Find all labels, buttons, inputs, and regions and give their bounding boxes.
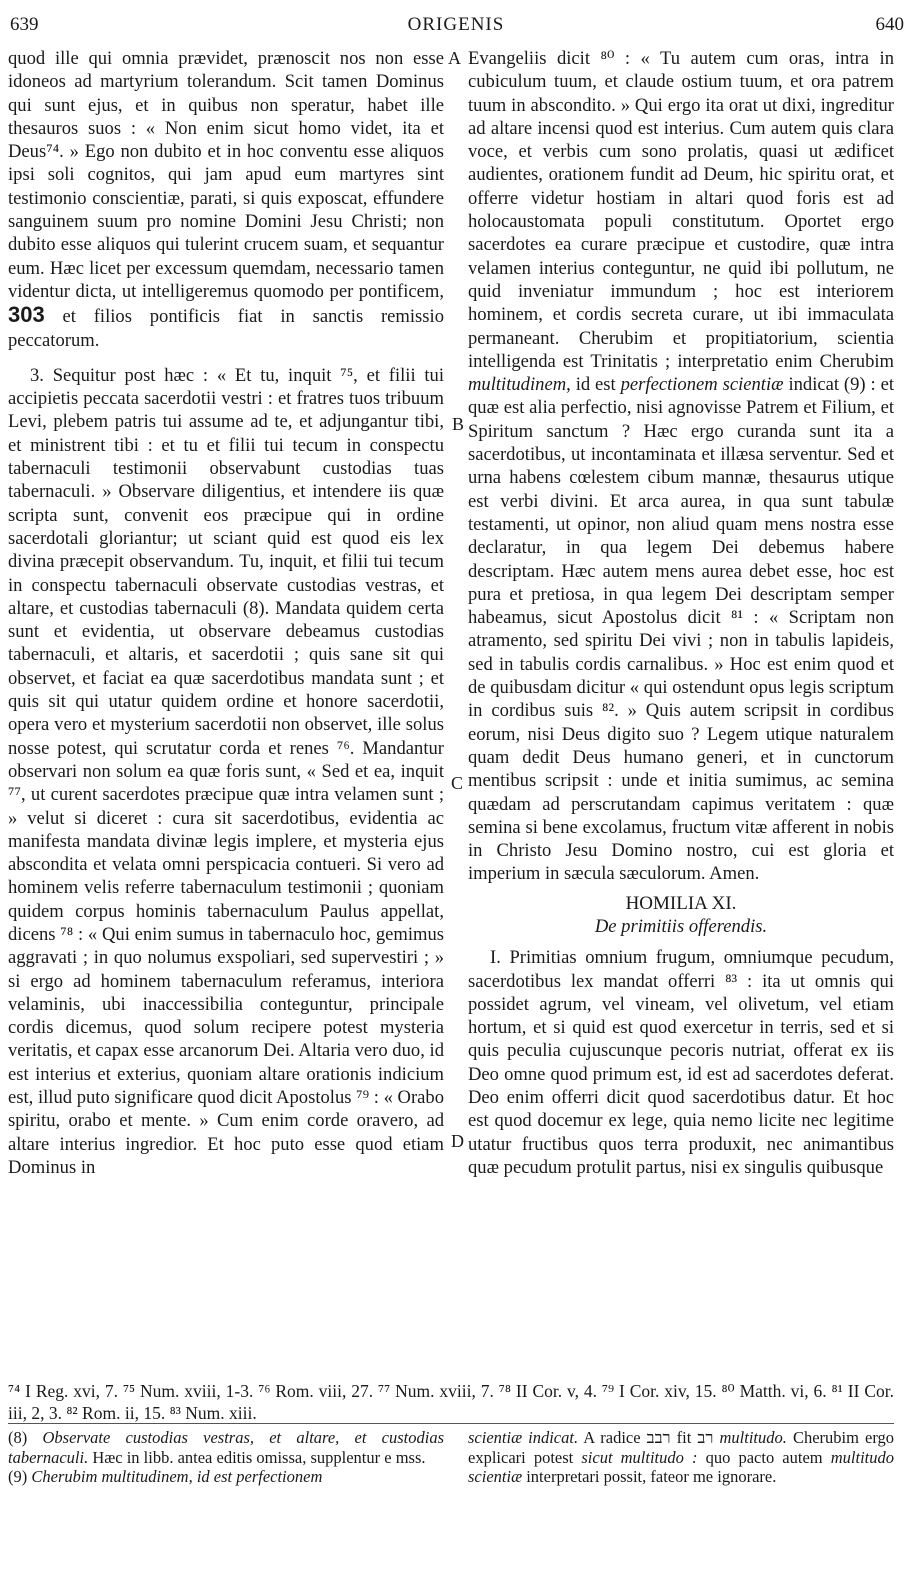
footnote-9-label: (9) <box>8 1467 28 1486</box>
paragraph-1-text-a: quod ille qui omnia prævidet, prænoscit nos non esse idoneos ad martyrium tolerandum. Scit tamen Dominus qui sunt ejus, et in quibus non speratur, habet ille thesauros suos : « Non enim sicut homo videt, ita et Deus⁷⁴. » Ego non dubito et in hoc conventu esse aliquos ipsi soli cognitos, qui jam apud eum martyres sint testimonio conscientiæ, parati, si quis exposcat, effundere sanguinem suum pro nomine Domini Jesu Christi; non dubito esse aliquos qui tulerint crucem suam, et sequantur eum. Hæc licet per excessum quemdam, necessario tamen videntur dicta, ut intelligeremus quomodo per pontificem, <box>8 48 444 302</box>
margin-marker-c: C <box>451 773 464 793</box>
footnote-8 <box>8 1428 444 1467</box>
margin-marker-d: D <box>451 1131 464 1151</box>
margin-marker-b: B <box>452 414 465 434</box>
footnote-rule <box>8 1423 894 1424</box>
running-title: ORIGENIS <box>407 14 505 35</box>
right-paragraph-1-text-b: indicat (9) : et quæ est alia perfectio, nisi agnovisse Patrem et Filium, et Spiritum sanctum ? Hæc ergo curanda sunt ita a sacerdotibus, ut incontaminata et illæsa serventur. Sed et urna habens cœlestem cibum mannæ, thesaurus utique est verbi divini. Et arca aurea, in qua sunt tabulæ testamenti, ut opinor, non aliud quam mens nostra esse declaratur, in qua legem Dei debemus habere descriptam. Hæc autem mens aurea debet esse, hoc est pura et pretiosa, in qua legem Dei descriptam semper habeamus, sicut Apostolus dicit ⁸¹ : « Scriptam non atramento, sed spiritu Dei vivi ; non in tabulis lapideis, sed in tabulis cordis carnalibus. » Hoc est enim quod et de quibusdam dicitur « qui ostendunt opus legis scriptum in cordibus suis ⁸². » Quis autem scripsit in cordibus eorum, nisi Deus digito suo ? Legem utique naturalem quam dedit Deus humano generi, et in cunctorum mentibus scripsit : unde et initia sumimus, ac semina quædam ad perscrutandam capimus veritatem : quæ semina si bene excolamus, fructum vitæ afferent in nobis in Christo Jesu Domino nostro, cui est gloria et imperium in sæcula sæculorum. Amen. <box>468 374 894 885</box>
footnote-9-continued <box>468 1428 894 1487</box>
fn-text-4: interpretari possit, fateor me ignorare. <box>526 1467 777 1486</box>
italic-term-2: perfectionem scientiæ <box>620 374 784 396</box>
fn-text-1: A radice רבב fit רב <box>583 1428 714 1447</box>
paragraph-1 <box>8 47 444 352</box>
fn-italic-4: multitudo scientiæ <box>468 1447 894 1486</box>
paragraph-1-text-b: et filios pontificis fiat in sanctis remissio peccatorum. <box>8 306 444 351</box>
footnotes-left <box>8 1428 444 1487</box>
footnote-8-label: (8) <box>8 1428 28 1447</box>
fn-text-2: Cherubim ergo explicari potest <box>468 1428 895 1467</box>
footnote-9 <box>8 1467 444 1487</box>
footnotes-right <box>468 1428 894 1487</box>
italic-term-1: multitudinem <box>468 374 567 396</box>
scripture-references: ⁷⁴ I Reg. xvi, 7. ⁷⁵ Num. xviii, 1-3. ⁷⁶ Rom. viii, 27. ⁷⁷ Num. xviii, 7. ⁷⁸ II Cor. v, 4. ⁷⁹ I Cor. xiv, 15. ⁸⁰ Matth. vi, 6. ⁸¹ II Cor. iii, 2, 3. ⁸² Rom. ii, 15. ⁸³ Num. xiii. <box>8 1381 894 1423</box>
homily-subtitle: De primitiis offerendis. <box>594 915 768 937</box>
footnote-8-text: Hæc in libb. antea editis omissa, supplentur e mss. <box>92 1447 426 1467</box>
right-paragraph-2: I. Primitias omnium frugum, omniumque pecudum, sacerdotibus lex mandat offerri ⁸³ : ita ut omnis qui possidet agrum, vel vineam, vel olivetum, vel etiam hortum, et si quid est quod exercetur in terris, sed et si quis peculia cujuscunque pecoris nutriat, offerat ex iis Deo omne quod primum est, id est ad sacerdotes deferat. Deo enim offerri dicit quod sacerdotibus datur. Et hoc est quod docemur ex lege, quia nemo licite nec legitime utatur fructibus quos terra produxit, nec animantibus quæ pecudum protulit partus, nisi ex singulis quibusque <box>468 947 894 1178</box>
fn-italic-3: sicut multitudo : <box>581 1447 698 1467</box>
right-paragraph-1-text: Evangeliis dicit ⁸⁰ : « Tu autem cum oras, intra in cubiculum tuum, et claude ostium tuum, et ora patrem tuum in abscondito. » Qui ergo ita orat ut dixi, ingreditur ad altare incensi quod est interius. Cum autem quis clara voce, et verbis cum sono prolatis, quasi ut ædificet audientes, orationem fundit ad Deum, hic spiritu orat, et offerre videtur hostiam in altari quod foris est ad holocaustomata populi constitutum. Oportet ergo sacerdotes ea curare præcipue et custodire, quæ intra velamen interius conteguntur, ne quid ibi pollutum, ne quid inveniatur immundum ; hoc est interiorem hominem, et cordis secreta curare, ut ibi immaculata permaneant. Cherubim et propitiatorium, scientia intelligenda est Trinitatis ; interpretatio enim Cherubim <box>468 48 894 372</box>
margin-marker-a: A <box>448 48 461 68</box>
fn-italic-1: scientiæ indicat. <box>468 1428 579 1447</box>
paragraph-2: 3. Sequitur post hæc : « Et tu, inquit ⁷⁵, et filii tui accipietis peccata sacerdotii vestri : et fratres tuos tribuum Levi, plebem patris tui assume ad te, et adjungantur tibi, et ministrent tibi : et tu et filii tui tecum in conspectu tabernaculi testimonii observabunt custodias tuas tabernaculi. » Observare diligentius, et intendere iis quæ scripta sunt, convenit eos præcipue qui in ordine sacerdotali gloriantur; ut sciant quid est quod eis lex divina præcepit observandum. Tu, inquit, et filii tui tecum in conspectu tabernaculi observate custodias vestras, et altare, et custodias tabernaculi (8). Mandata quidem certa sunt et evidentia, ut observare debeamus custodias tabernaculi, et altaris, et sacerdotii ; quis sane sit qui observet, et faciat ea quæ sacerdotibus mandata sunt ; et quis sit qui utatur quidem ordine et honore sacerdotii, opera vero et mysterium sacerdotii non observet, ille solus nosse potest, qui scrutatur corda et renes ⁷⁶. Mandantur observari non solum ea quæ foris sunt, « Sed et ea, inquit ⁷⁷, ut curent sacerdotes præcipue quæ intra velamen sunt ; » velut si diceret : cura sit sacerdotibus, evidentia ac manifesta mandata divinæ legis implere, et mysteria ejus abscondita et velata omni perspicacia contueri. Si vero ad hominem velis referre tabernaculum testimonii ; quoniam quidem corpus hominis tabernaculum Paulus appellat, dicens ⁷⁸ : « Qui enim sumus in tabernaculo hoc, gemimus aggravati ; in quo nolumus exspoliari, sed supervestiri ; » si ergo ad hominem tabernaculum referamus, interiora velaminis, ubi inaccessibilia conteguntur, principale cordis dicemus, quod solum recipere potest mysteria veritatis, et capax esse arcanorum Dei. Altaria vero duo, id est interius et exterius, quoniam altare orationis indicium est, illud puto significare quod dicit Apostolus ⁷⁹ : « Orabo spiritu, orabo et mente. » Cum enim corde oravero, ad altare interius ingredior. Et hoc puto esse quod etiam Dominus in <box>8 364 444 1178</box>
right-column <box>468 47 894 1179</box>
footnote-8-italic: Observate custodias vestras, et altare, et custodias tabernaculi. <box>8 1428 445 1467</box>
footnote-9-italic: Cherubim multitudinem, id est perfectionem <box>31 1467 323 1486</box>
fn-italic-2: multitudo. <box>719 1428 787 1447</box>
left-page-number: 639 <box>10 14 39 35</box>
left-column <box>8 47 444 1179</box>
connector-text: , id est <box>566 374 616 396</box>
fn-text-3: quo pacto autem <box>705 1447 823 1467</box>
right-page-number: 640 <box>875 14 904 35</box>
right-paragraph-1 <box>468 47 894 886</box>
migne-page-marker: 303 <box>8 302 45 328</box>
homily-title: HOMILIA XI. <box>625 892 737 914</box>
